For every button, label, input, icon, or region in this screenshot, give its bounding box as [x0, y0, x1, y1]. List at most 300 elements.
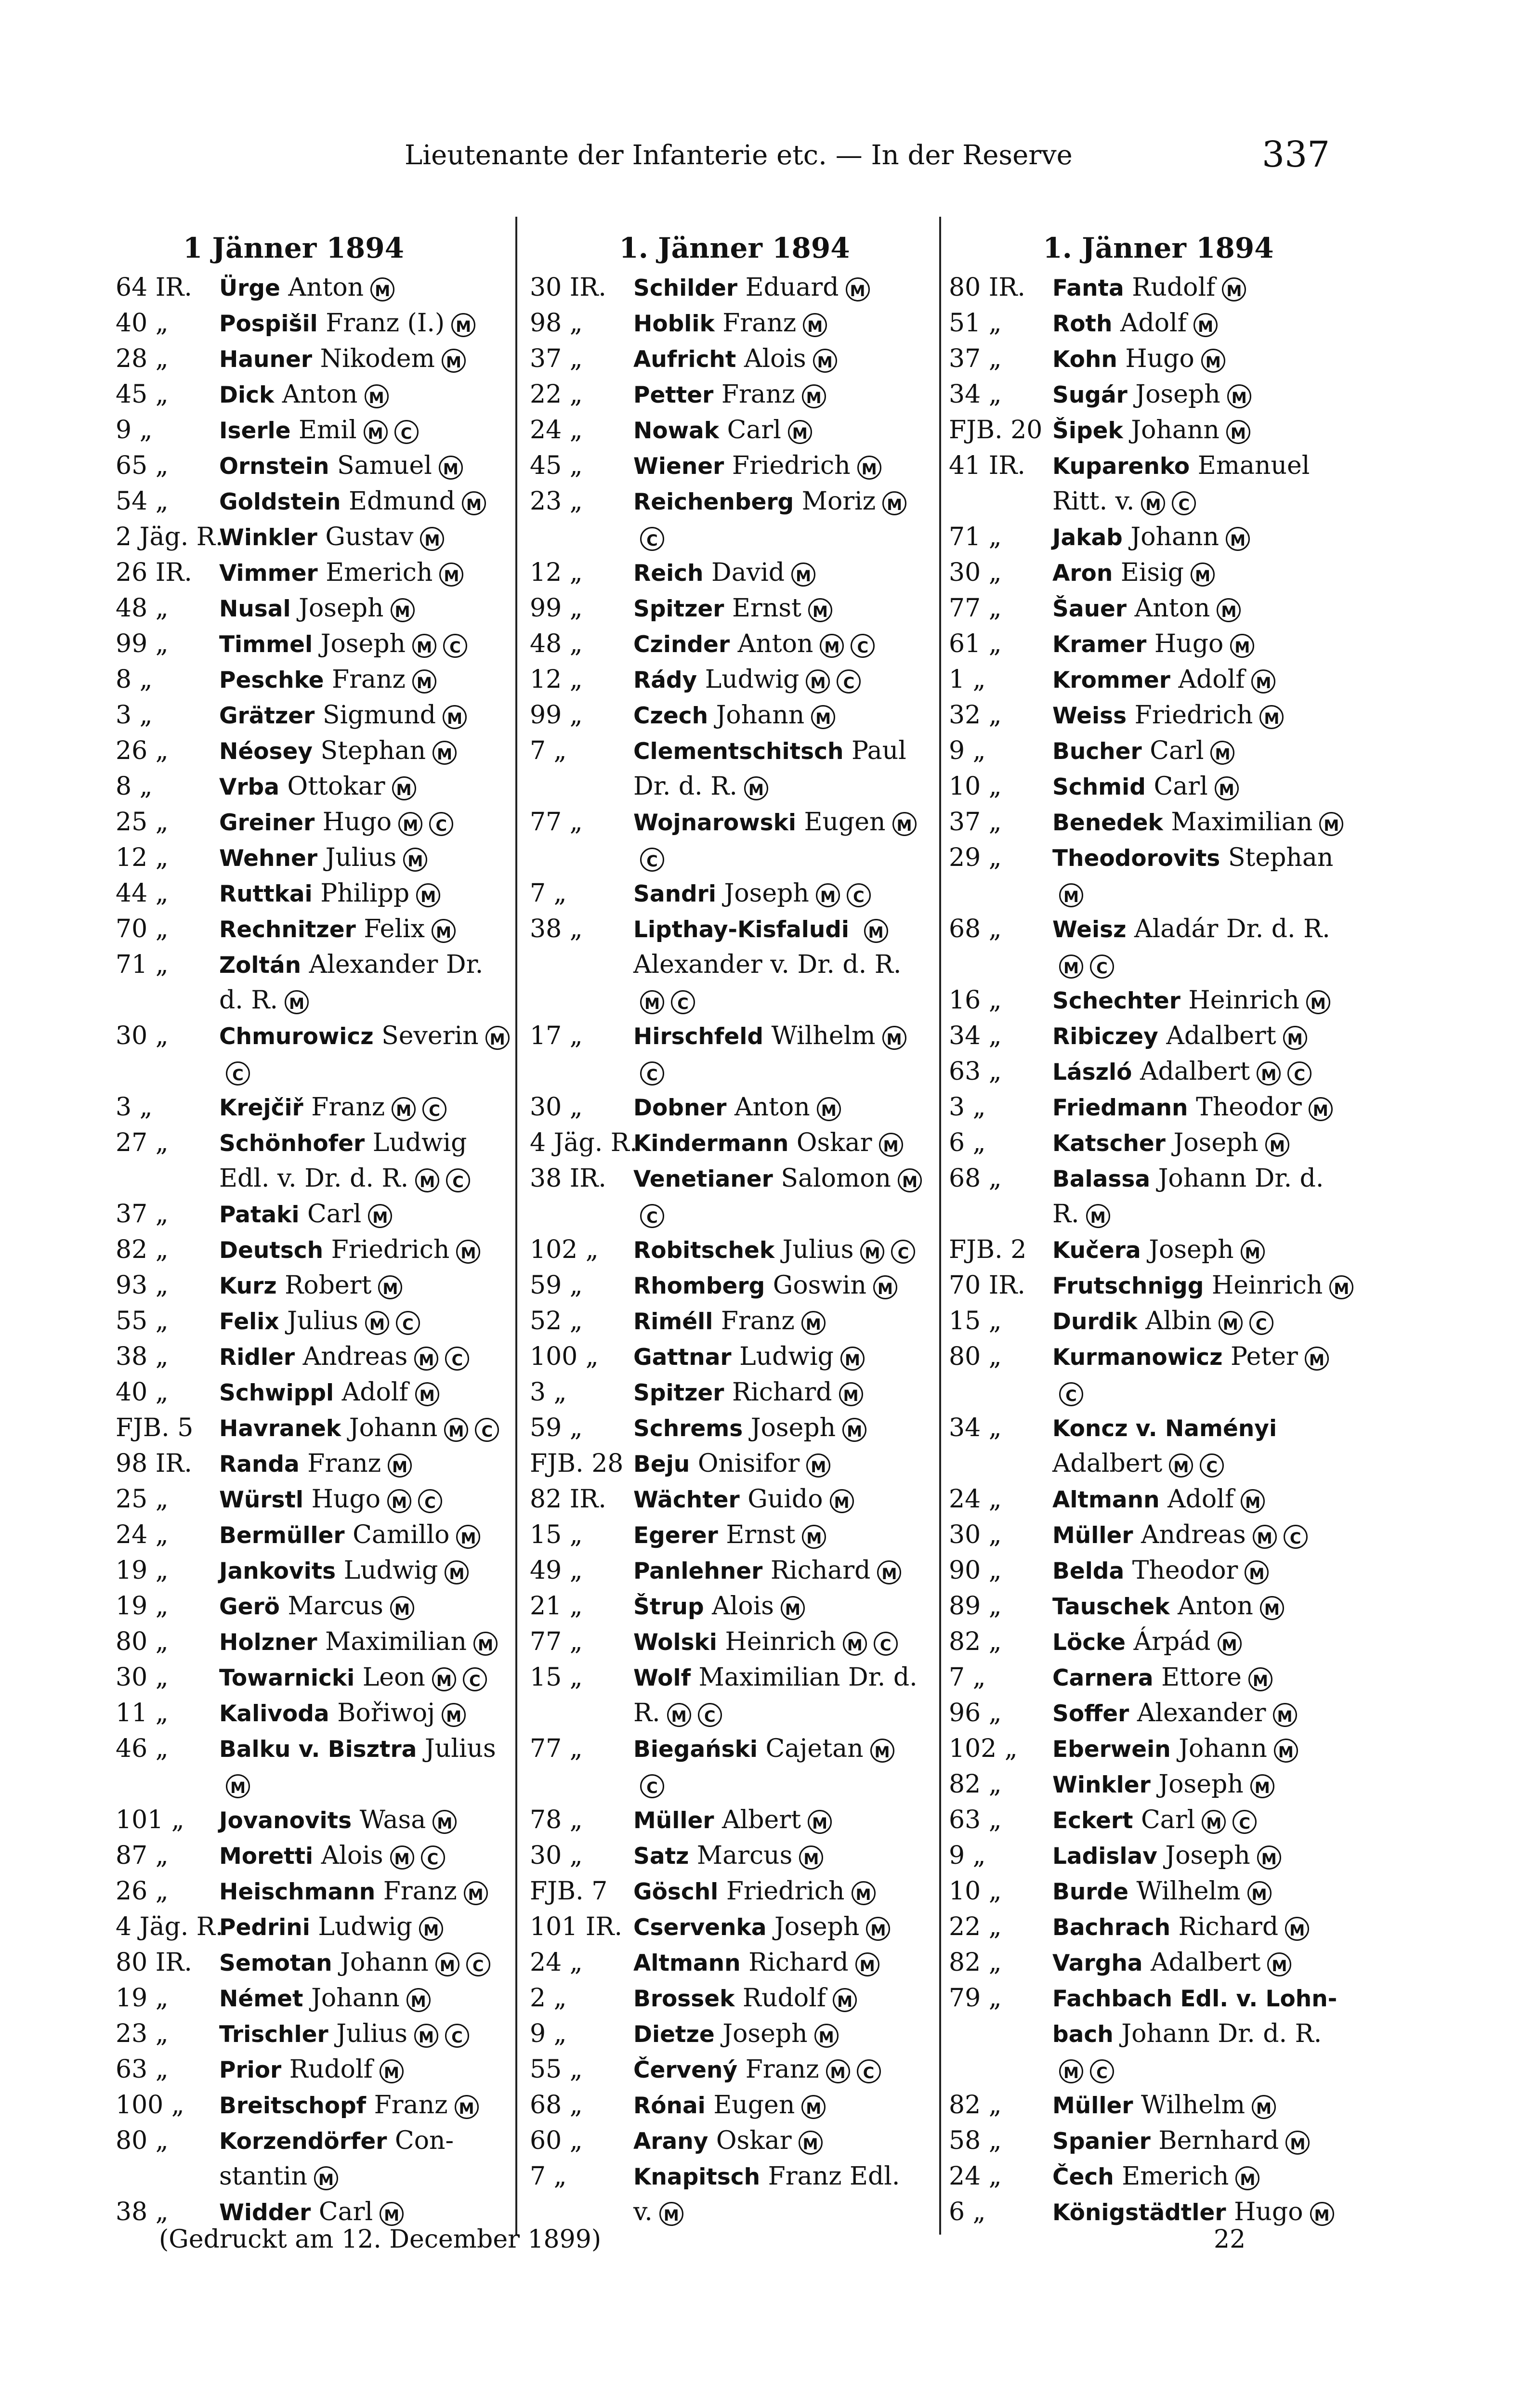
- list-item: [530, 769, 939, 804]
- circled-c-icon: C: [640, 848, 664, 872]
- given-name: Alexander: [1137, 1699, 1266, 1727]
- circled-m-icon: M: [420, 527, 444, 551]
- list-item: [116, 412, 515, 448]
- given-name: Wilhelm: [771, 1021, 876, 1050]
- given-name: Friedrich: [732, 451, 851, 480]
- circled-c-icon: C: [394, 420, 419, 444]
- list-item: [530, 305, 939, 341]
- circled-m-icon: M: [1283, 1026, 1307, 1050]
- column-heading: 1. Jänner 1894: [1043, 232, 1274, 264]
- running-title: Lieutenante der Infanterie etc. — In der Reserve: [405, 140, 1073, 171]
- surname: Timmel: [219, 631, 313, 658]
- surname: Riméll: [633, 1309, 713, 1335]
- regiment-label: 80 „: [116, 1627, 169, 1656]
- entry-list: [530, 270, 939, 2230]
- list-item: [949, 1125, 1368, 1161]
- circled-m-icon: M: [439, 563, 463, 587]
- given-name: Cajetan: [765, 1734, 864, 1763]
- circled-m-icon: M: [667, 1703, 691, 1727]
- given-name: Eugen: [713, 2091, 795, 2120]
- given-name: Gustav: [325, 523, 414, 551]
- given-name: Hugo: [1154, 629, 1224, 658]
- given-name: Carl: [318, 2198, 373, 2226]
- list-item: [530, 804, 939, 840]
- regiment-label: 7 „: [530, 736, 567, 765]
- regiment-label: 40 „: [116, 309, 169, 338]
- list-item: [949, 1374, 1368, 1410]
- regiment-label: 11 „: [116, 1699, 169, 1727]
- officer-name: [633, 1374, 939, 1411]
- given-name: Emerich: [1122, 2162, 1229, 2191]
- given-name: Adolf: [341, 1378, 408, 1407]
- given-name: Edmund: [349, 487, 455, 516]
- regiment-label: 101 „: [116, 1806, 184, 1834]
- given-name: Anton: [288, 273, 364, 302]
- list-item: [949, 1268, 1368, 1303]
- officer-name: [633, 1089, 939, 1126]
- circled-m-icon: M: [380, 2059, 404, 2083]
- surname: Nusal: [219, 596, 291, 622]
- given-name: Emanuel: [1197, 451, 1310, 480]
- regiment-label: 68 „: [530, 2091, 583, 2120]
- circled-m-icon: M: [412, 634, 436, 658]
- circled-c-icon: C: [422, 1097, 446, 1121]
- regiment-label: 24 „: [949, 1485, 1002, 1514]
- given-name: Bořiwoj: [337, 1699, 435, 1727]
- list-item: [530, 1268, 939, 1303]
- regiment-label: FJB. 28: [530, 1449, 624, 1478]
- surname: Sandri: [633, 881, 716, 907]
- given-name: Robert: [285, 1271, 372, 1300]
- circled-m-icon: M: [456, 1240, 480, 1264]
- surname: Kalivoda: [219, 1701, 329, 1727]
- regiment-label: 45 „: [116, 380, 169, 409]
- officer-name: [633, 1767, 939, 1803]
- regiment-label: 100 „: [530, 1342, 599, 1371]
- circled-c-icon: C: [1284, 1525, 1308, 1549]
- circled-m-icon: M: [1260, 1596, 1284, 1620]
- regiment-label: 30 „: [116, 1021, 169, 1050]
- surname: Rónai: [633, 2093, 706, 2119]
- list-item: [949, 2016, 1368, 2052]
- circled-m-icon: M: [1257, 1845, 1281, 1870]
- officer-name: [1052, 1873, 1368, 1910]
- circled-c-icon: C: [671, 990, 695, 1014]
- list-item: [116, 1767, 515, 1802]
- regiment-label: 23 „: [116, 2019, 169, 2048]
- circled-m-icon: M: [1285, 2131, 1310, 2155]
- officer-name: [1052, 697, 1368, 734]
- regiment-label: 93 „: [116, 1271, 169, 1300]
- given-name: Árpád: [1133, 1627, 1211, 1656]
- list-item: [949, 982, 1368, 1018]
- officer-name: [1052, 1624, 1368, 1661]
- officer-name: [219, 804, 515, 841]
- regiment-label: 37 „: [530, 344, 583, 373]
- surname: Katscher: [1052, 1130, 1166, 1157]
- list-item: [949, 626, 1368, 662]
- officer-name: [219, 1695, 515, 1732]
- surname: Jovanovits: [219, 1807, 352, 1834]
- regiment-label: 98 „: [530, 309, 583, 338]
- surname: Altmann: [633, 1950, 741, 1976]
- circled-m-icon: M: [806, 669, 830, 694]
- circled-m-icon: M: [1219, 1311, 1243, 1335]
- surname: Brossek: [633, 1986, 735, 2012]
- surname: Knapitsch: [633, 2164, 760, 2190]
- surname: Chmurowicz: [219, 1023, 374, 1050]
- circled-m-icon: M: [840, 1347, 865, 1371]
- circled-m-icon: M: [380, 2202, 404, 2226]
- given-name: Alexander Dr.: [309, 950, 484, 979]
- regiment-label: 9 „: [949, 1841, 986, 1870]
- officer-name: [219, 1624, 515, 1661]
- list-item: [949, 840, 1368, 876]
- officer-name: [633, 1481, 939, 1518]
- circled-c-icon: C: [429, 812, 453, 836]
- given-name: Stephan: [320, 736, 426, 765]
- circled-m-icon: M: [799, 2131, 823, 2155]
- officer-name: [633, 270, 939, 306]
- list-item: [116, 1410, 515, 1446]
- circled-m-icon: M: [416, 883, 440, 907]
- given-name: Franz: [721, 1307, 795, 1335]
- regiment-label: 48 „: [116, 594, 169, 623]
- regiment-label: 70 IR.: [949, 1271, 1025, 1300]
- list-item: [530, 982, 939, 1018]
- list-item: [116, 1980, 515, 2016]
- regiment-label: 51 „: [949, 309, 1002, 338]
- list-item: [530, 1660, 939, 1695]
- circled-m-icon: M: [791, 563, 815, 587]
- surname: Hirschfeld: [633, 1023, 763, 1050]
- list-item: [949, 1339, 1368, 1374]
- given-name: Ernst: [732, 594, 801, 623]
- surname: Würstl: [219, 1487, 304, 1513]
- list-item: [949, 1624, 1368, 1660]
- officer-name: [633, 876, 939, 912]
- surname: Čech: [1052, 2164, 1114, 2190]
- surname: Sugár: [1052, 382, 1128, 408]
- list-item: [949, 1838, 1368, 1873]
- surname: Semotan: [219, 1950, 332, 1976]
- circled-m-icon: M: [1222, 277, 1246, 301]
- regiment-label: 37 „: [116, 1200, 169, 1229]
- list-item: [949, 484, 1368, 519]
- regiment-label: 15 „: [530, 1663, 583, 1692]
- list-item: [530, 1553, 939, 1588]
- list-item: [949, 270, 1368, 305]
- officer-name: [1052, 662, 1368, 698]
- given-name: Anton: [1134, 594, 1210, 623]
- officer-name: [633, 911, 939, 948]
- circled-m-icon: M: [803, 313, 827, 337]
- list-item: [949, 448, 1368, 484]
- list-item: [530, 1410, 939, 1446]
- officer-name: [219, 1125, 515, 1162]
- given-name: Albin: [1145, 1307, 1212, 1335]
- circled-m-icon: M: [1193, 313, 1218, 337]
- given-name: Carl: [1141, 1806, 1195, 1834]
- given-name: Andreas: [1141, 1520, 1246, 1549]
- surname: Durdik: [1052, 1309, 1138, 1335]
- regiment-label: 34 „: [949, 1021, 1002, 1050]
- officer-name: [219, 270, 515, 306]
- list-item: [116, 1054, 515, 1089]
- surname: Roth: [1052, 311, 1113, 337]
- regiment-label: 28 „: [116, 344, 169, 373]
- officer-name: [633, 305, 939, 342]
- circled-c-icon: C: [421, 1845, 445, 1870]
- surname: Czinder: [633, 631, 730, 658]
- given-name: Johann: [1179, 1734, 1267, 1763]
- given-name: Anton: [282, 380, 358, 409]
- given-name: Theodor: [1132, 1556, 1238, 1585]
- surname: Kramer: [1052, 631, 1147, 658]
- officer-name: [219, 876, 515, 912]
- list-item: [530, 1054, 939, 1089]
- regiment-label: 99 „: [116, 629, 169, 658]
- regiment-label: 27 „: [116, 1128, 169, 1157]
- regiment-label: 82 „: [116, 1235, 169, 1264]
- list-item: [530, 1624, 939, 1660]
- circled-m-icon: M: [433, 741, 457, 765]
- officer-name: [219, 1588, 515, 1625]
- circled-m-icon: M: [1329, 1275, 1353, 1299]
- officer-name: [633, 1517, 939, 1554]
- given-name: Ettore: [1161, 1663, 1242, 1692]
- regiment-label: 82 „: [949, 1627, 1002, 1656]
- surname: Fanta: [1052, 275, 1124, 301]
- regiment-label: 26 „: [116, 1877, 169, 1906]
- circled-m-icon: M: [226, 1774, 250, 1798]
- officer-name: [219, 1303, 515, 1340]
- given-name: Rudolf: [1132, 273, 1216, 302]
- surname: Belda: [1052, 1558, 1125, 1584]
- circled-m-icon: M: [392, 776, 416, 800]
- officer-name: [219, 1410, 515, 1447]
- officer-name: [1052, 1374, 1368, 1411]
- list-item: [949, 1481, 1368, 1517]
- surname: Schönhofer: [219, 1130, 365, 1157]
- circled-m-icon: M: [879, 1133, 903, 1157]
- list-item: [116, 1481, 515, 1517]
- circled-m-icon: M: [806, 1453, 830, 1478]
- surname: Ürge: [219, 275, 280, 301]
- list-item: [530, 1767, 939, 1802]
- column-1: [116, 226, 515, 2230]
- officer-name: [633, 2159, 939, 2195]
- officer-name: [1052, 1660, 1368, 1696]
- circled-c-icon: C: [475, 1418, 499, 1442]
- given-name: Ritt. v.: [1052, 487, 1135, 516]
- surname: Heischmann: [219, 1879, 376, 1905]
- given-name: Sigmund: [322, 701, 436, 730]
- given-name: Joseph: [320, 629, 406, 658]
- given-name: Emil: [299, 416, 357, 445]
- regiment-label: 24 „: [530, 1948, 583, 1977]
- circled-m-icon: M: [816, 883, 840, 907]
- circled-c-icon: C: [443, 634, 467, 658]
- circled-m-icon: M: [877, 1560, 901, 1584]
- list-item: [530, 484, 939, 519]
- surname: Peschke: [219, 667, 324, 694]
- regiment-label: 38 IR.: [530, 1164, 606, 1193]
- officer-name: [633, 982, 939, 1019]
- given-name: Joseph: [1158, 1770, 1244, 1799]
- circled-m-icon: M: [443, 705, 467, 729]
- circled-m-icon: M: [462, 491, 486, 515]
- surname: Petter: [633, 382, 714, 408]
- officer-name: [219, 1517, 515, 1554]
- list-item: [949, 1873, 1368, 1909]
- circled-m-icon: M: [435, 1952, 459, 1976]
- circled-m-icon: M: [1235, 2166, 1259, 2190]
- circled-m-icon: M: [1169, 1453, 1193, 1478]
- officer-name: [219, 1945, 515, 1981]
- officer-name: [1052, 1089, 1368, 1126]
- given-name: Wasa: [359, 1806, 426, 1834]
- officer-name: [633, 1054, 939, 1090]
- circled-m-icon: M: [882, 491, 906, 515]
- regiment-label: 68 „: [949, 1164, 1002, 1193]
- officer-name: [1052, 484, 1368, 520]
- regiment-label: FJB. 5: [116, 1413, 194, 1442]
- list-item: [949, 1802, 1368, 1838]
- circled-m-icon: M: [444, 1418, 468, 1442]
- circled-m-icon: M: [1319, 812, 1343, 836]
- given-name: Julius: [424, 1734, 496, 1763]
- surname: Štrup: [633, 1594, 704, 1620]
- circled-c-icon: C: [1249, 1311, 1273, 1335]
- circled-c-icon: C: [891, 1240, 915, 1264]
- regiment-label: 37 „: [949, 808, 1002, 837]
- list-item: [116, 1624, 515, 1660]
- surname: Moretti: [219, 1843, 314, 1870]
- surname: Koncz v. Naményi: [1052, 1415, 1277, 1442]
- surname: Clementschitsch: [633, 738, 844, 765]
- surname: Iserle: [219, 418, 291, 444]
- list-item: [530, 448, 939, 484]
- officer-name: [633, 840, 939, 877]
- surname: Reichenberg: [633, 489, 794, 515]
- given-name: Joseph: [1165, 1841, 1250, 1870]
- circled-m-icon: M: [802, 384, 826, 408]
- surname: bach: [1052, 2021, 1114, 2048]
- list-item: [949, 1945, 1368, 1980]
- circled-m-icon: M: [839, 1382, 863, 1406]
- officer-name: [1052, 1980, 1368, 2017]
- circled-c-icon: C: [463, 1667, 487, 1691]
- officer-name: [219, 947, 515, 983]
- officer-name: [1052, 1410, 1368, 1447]
- circled-m-icon: M: [473, 1632, 498, 1656]
- regiment-label: 37 „: [949, 344, 1002, 373]
- surname: Rády: [633, 667, 697, 694]
- officer-name: [219, 1553, 515, 1589]
- circled-m-icon: M: [390, 1845, 414, 1870]
- circled-m-icon: M: [414, 1347, 438, 1371]
- given-name: Marcus: [696, 1841, 793, 1870]
- regiment-label: 52 „: [530, 1307, 583, 1335]
- officer-name: [633, 1980, 939, 2017]
- circled-m-icon: M: [808, 598, 832, 622]
- list-item: [116, 1873, 515, 1909]
- regiment-label: 102 „: [949, 1734, 1018, 1763]
- officer-name: [633, 1446, 939, 1482]
- circled-m-icon: M: [442, 1703, 466, 1727]
- regiment-label: 1 „: [949, 665, 986, 694]
- given-name: Adalbert: [1151, 1948, 1261, 1977]
- page-header: [0, 134, 1521, 183]
- given-name: Richard: [732, 1378, 832, 1407]
- list-item: [530, 1802, 939, 1838]
- given-name: Ludwig: [372, 1128, 467, 1157]
- circled-m-icon: M: [817, 1097, 841, 1121]
- given-name: stantin: [219, 2162, 308, 2191]
- regiment-label: 64 IR.: [116, 273, 192, 302]
- regiment-label: 22 „: [530, 380, 583, 409]
- list-item: [530, 1125, 939, 1161]
- circled-m-icon: M: [857, 456, 881, 480]
- surname: Havranek: [219, 1415, 341, 1442]
- surname: Müller: [1052, 1522, 1133, 1549]
- circled-m-icon: M: [1059, 883, 1083, 907]
- list-item: [116, 1374, 515, 1410]
- circled-m-icon: M: [892, 812, 917, 836]
- officer-name: [219, 1161, 515, 1197]
- list-item: [116, 2159, 515, 2194]
- regiment-label: 80 IR.: [116, 1948, 192, 1977]
- given-name: Maximilian Dr. d.: [698, 1663, 918, 1692]
- given-name: Maximilian: [1171, 808, 1313, 837]
- list-item: [116, 1089, 515, 1125]
- officer-name: [633, 804, 939, 841]
- list-item: [530, 1909, 939, 1945]
- column-divider: [939, 217, 941, 2235]
- regiment-label: 19 „: [116, 1592, 169, 1621]
- officer-name: [1052, 1446, 1368, 1482]
- given-name: Ludwig: [343, 1556, 438, 1585]
- officer-name: [1052, 804, 1368, 841]
- officer-name: [219, 1374, 515, 1411]
- surname: Wolski: [633, 1629, 717, 1656]
- circled-m-icon: M: [855, 1952, 879, 1976]
- regiment-label: 3 „: [116, 1093, 153, 1122]
- given-name: Paul: [851, 736, 906, 765]
- officer-name: [1052, 876, 1368, 912]
- officer-name: [1052, 769, 1368, 805]
- given-name: Joseph: [750, 1413, 836, 1442]
- regiment-label: 63 „: [116, 2055, 169, 2084]
- circled-c-icon: C: [847, 883, 871, 907]
- surname: Gerö: [219, 1594, 280, 1620]
- officer-name: [219, 1838, 515, 1874]
- given-name: Adalbert: [1166, 1021, 1276, 1050]
- circled-m-icon: M: [1309, 1097, 1333, 1121]
- circled-m-icon: M: [1226, 527, 1250, 551]
- given-name: Alois: [744, 344, 806, 373]
- officer-name: [1052, 412, 1368, 449]
- regiment-label: 29 „: [949, 843, 1002, 872]
- given-name: Johann: [716, 701, 805, 730]
- printed-date-note: (Gedruckt am 12. December 1899): [159, 2225, 602, 2254]
- regiment-label: 9 „: [530, 2019, 567, 2048]
- regiment-label: 25 „: [116, 808, 169, 837]
- given-name: David: [711, 558, 785, 587]
- officer-name: [633, 1838, 939, 1874]
- officer-name: [633, 662, 939, 698]
